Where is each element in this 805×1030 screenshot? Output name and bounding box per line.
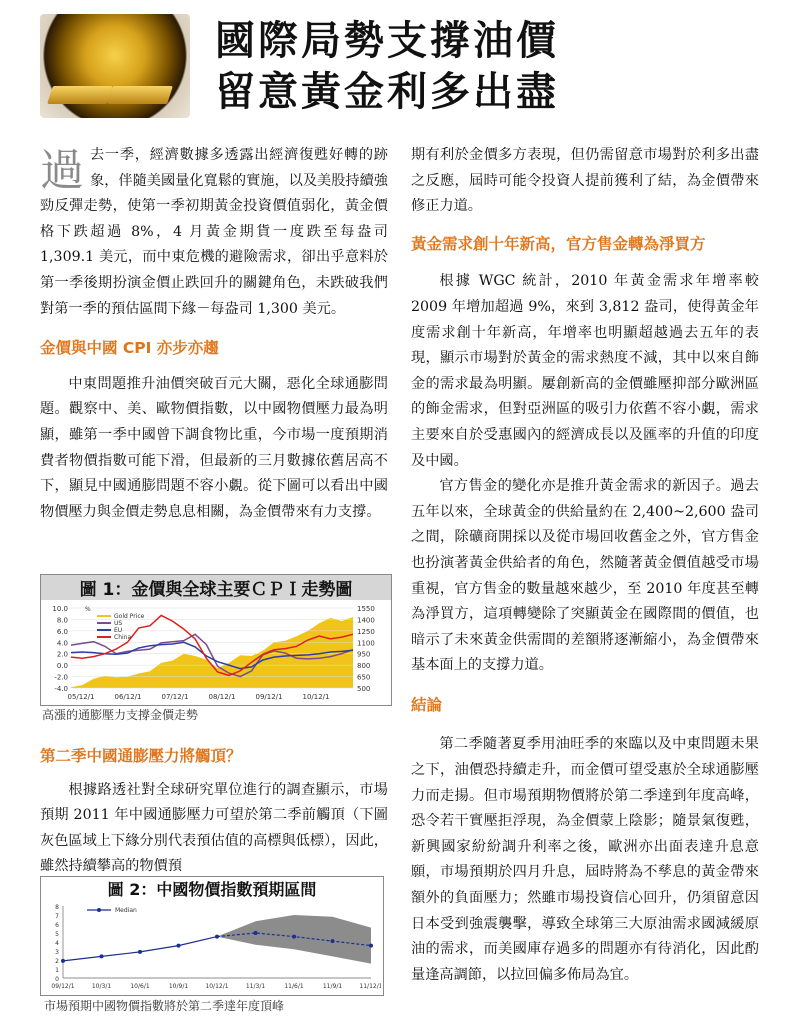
y-tick-label: 1 <box>55 967 59 974</box>
figure2-caption: 市場預期中國物價指數將於第二季達年度頂峰 <box>44 999 285 1013</box>
y-tick-label: 8.0 <box>56 616 68 625</box>
x-tick-label: 10/9/1 <box>168 983 189 990</box>
paragraph-continued: 期有利於金價多方表現，但仍需留意市場對於利多出盡之反應，屆時可能令投資人提前獲利了結，為金價帶來修正力道。 <box>411 147 759 215</box>
figure2-box <box>40 876 384 996</box>
y-tick-label: 0 <box>55 976 59 983</box>
median-point <box>138 950 142 954</box>
median-point <box>254 931 258 935</box>
paragraph-gold-cpi: 中東問題推升油價突破百元大關，惡化全球通膨問題。觀察中、美、歐物價指數，以中國物價壓力最為明顯，雖第一季中國曾下調食物比重，今市場一度預期消費者物價指數可能下滑，但最新的三月數據依舊居高不下，顯見中國通膨問題不容小覷。從下圖可以看出中國物價壓力與金價走勢息息相關，為金價帶來有力支撐。 <box>40 375 388 520</box>
section-heading-gold-demand: 黃金需求創十年新高，官方售金轉為淨買方 <box>411 234 706 253</box>
y2-tick-label: 1100 <box>357 639 375 648</box>
y-tick-label: 6.0 <box>56 627 68 636</box>
legend-label: China <box>114 634 132 641</box>
median-point <box>100 954 104 958</box>
y2-tick-label: 1400 <box>357 616 375 625</box>
paragraph-china-inflation: 根據路透社對全球研究單位進行的調查顯示，市場預期 2011 年中國通膨壓力可望於第二季前觸頂（下圖灰色區域上下緣分別代表預估值的高標與低標），因此，雖然持續攀高的物價預 <box>40 781 388 875</box>
paragraph-conclusion: 第二季隨著夏季用油旺季的來臨以及中東問題未果之下，油價恐持續走升，而金價可望受惠於全球通膨壓力而走揚。但市場預期物價將於第二季達到年度高峰，恐令若干實壓拒浮現，為金價蒙上陰影；隨景氣復甦，新興國家紛紛調升利率之後，歐洲亦出面表達升息意願，市場預期於四月升息，屆時將為不孳息的黃金帶來額外的負面壓力；然雖市場投資信心回升，仍須留意因日本受到強震襲擊，導致全球第三大原油需求國減緩原油的需求，而美國庫存過多的問題亦有待消化，因此酌量逢高調節，以拉回偏多佈局為宜。 <box>411 736 759 983</box>
x-tick-label: 10/12/1 <box>205 983 229 990</box>
gold-bar-graphic <box>47 86 113 104</box>
section-heading-gold-cpi: 金價與中國 CPI 亦步亦趨 <box>40 339 219 358</box>
figure1-chart <box>41 600 389 705</box>
x-tick-label: 09/12/1 <box>255 693 283 701</box>
legend-marker <box>97 908 101 912</box>
y-axis-label: % <box>85 606 91 613</box>
gold-coins-photo <box>40 14 190 118</box>
y-tick-label: -2.0 <box>54 673 68 682</box>
median-point <box>61 959 65 963</box>
x-tick-label: 11/6/1 <box>284 983 304 990</box>
y2-tick-label: 650 <box>357 673 371 682</box>
left-column-lower <box>40 744 388 880</box>
legend-label: Gold Price <box>114 613 145 620</box>
legend-label: Median <box>115 907 137 914</box>
page-title <box>215 16 559 118</box>
y2-tick-label: 1250 <box>357 627 375 636</box>
median-point <box>215 935 219 939</box>
intro-text: 去一季，經濟數據多透露出經濟復甦好轉的跡象，伴隨美國量化寬鬆的實施，以及美股持續強勁反彈走勢，使第一季初期黃金投資價值弱化，黃金價格下跌超過 8%，4 月黃金期貨一度跌至每盎司 1,309.1 美元，而中東危機的避險需求，卻出乎意料於第一季後期扮演金價止跌回升的關鍵角色，未跌破我們對第一季的預估區間下緣－每盎司 1,300 美元。 <box>40 147 388 317</box>
x-tick-label: 11/12/1 <box>359 983 381 990</box>
y-tick-label: 5 <box>55 931 59 938</box>
y-tick-label: 6 <box>55 922 59 929</box>
y-tick-label: 4.0 <box>56 639 68 648</box>
x-tick-label: 10/3/1 <box>91 983 112 990</box>
dropcap: 過 <box>40 145 84 196</box>
figure1-box <box>40 574 392 706</box>
legend-label: US <box>114 620 123 627</box>
figure2-title: 圖 2：中國物價指數預期區間 <box>41 877 383 900</box>
x-tick-label: 09/12/1 <box>51 983 75 990</box>
y-tick-label: 2.0 <box>56 650 68 659</box>
x-tick-label: 06/12/1 <box>114 693 142 701</box>
y-tick-label: 7 <box>55 913 59 920</box>
median-point <box>331 939 335 943</box>
y2-tick-label: 950 <box>357 650 371 659</box>
x-tick-label: 07/12/1 <box>161 693 189 701</box>
y2-tick-label: 1550 <box>357 605 375 613</box>
y-tick-label: 3 <box>55 949 59 956</box>
x-tick-label: 10/6/1 <box>130 983 150 990</box>
x-tick-label: 11/9/1 <box>322 983 343 990</box>
x-tick-label: 08/12/1 <box>208 693 236 701</box>
title-line2: 留意黃金利多出盡 <box>215 69 559 115</box>
y2-tick-label: 500 <box>357 685 371 693</box>
median-point <box>292 935 296 939</box>
y-tick-label: -4.0 <box>54 685 68 693</box>
section-heading-conclusion: 結論 <box>411 695 443 714</box>
median-point <box>369 944 373 948</box>
forecast-range-band <box>217 915 371 964</box>
y-tick-label: 0.0 <box>56 662 68 671</box>
y-tick-label: 2 <box>55 958 59 965</box>
median-point <box>177 944 181 948</box>
intro-paragraph <box>40 143 388 322</box>
left-column <box>40 143 388 525</box>
figure2-chart <box>41 900 381 996</box>
gold-bar-graphic <box>107 86 173 104</box>
figure1-title: 圖 1：金價與全球主要ＣＰＩ走勢圖 <box>41 575 391 600</box>
paragraph-gold-demand: 根據 WGC 統計，2010 年黃金需求年增率較 2009 年增加超過 9%，來到 3,812 盎司，使得黃金年度需求創十年新高，年增率也明顯超越過去五年的表現，顯示市場對於黃金的需求熱度不減，其中以來自飾金的需求最為明顯。屢創新高的金價雖壓抑部分歐洲區的飾金需求，但對亞洲區的吸引力依舊不容小覷，需求主要來自於受惠國內的經濟成長以及匯率的升值的印度及中國。 <box>411 273 759 469</box>
y-tick-label: 4 <box>55 940 59 947</box>
y-tick-label: 8 <box>55 904 59 911</box>
section-heading-china-inflation: 第二季中國通膨壓力將觸頂？ <box>40 747 242 765</box>
figure1-caption: 高漲的通膨壓力支撐金價走勢 <box>42 708 199 722</box>
paragraph-official-sales: 官方售金的變化亦是推升黃金需求的新因子。過去五年以來，全球黃金的供給量約在 2,400~2,600 盎司之間，除礦商開採以及從市場回收舊金之外，官方售金也扮演著黃金供給者的角色，然隨著黃金價值越受市場重視，官方售金的數量越來越少，至 2010 年度甚至轉為淨買方，這項轉變除了突顯黃金在國際間的價值，也暗示了未來黃金供需間的差額將逐漸縮小，為金價帶來基本面上的支撐力道。 <box>411 478 759 674</box>
x-tick-label: 11/3/1 <box>245 983 266 990</box>
legend-label: EU <box>114 627 123 634</box>
right-column <box>411 143 759 988</box>
x-tick-label: 05/12/1 <box>67 693 95 701</box>
y2-tick-label: 800 <box>357 662 371 671</box>
y-tick-label: 10.0 <box>52 605 68 613</box>
median-line-actual <box>63 937 217 961</box>
title-line1: 國際局勢支撐油價 <box>215 18 559 64</box>
x-tick-label: 10/12/1 <box>302 693 330 701</box>
